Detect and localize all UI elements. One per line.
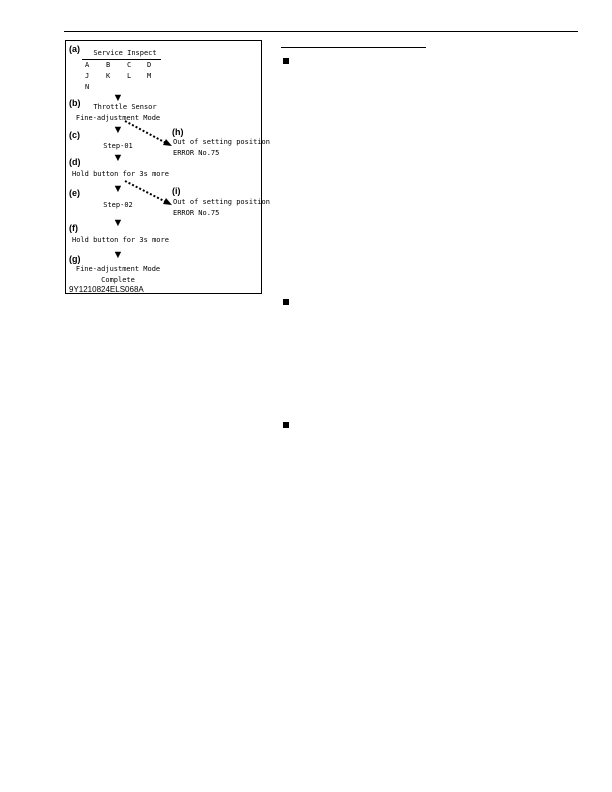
error-h-line2: ERROR No.75 xyxy=(173,149,220,157)
down-arrow-icon: ▼ xyxy=(112,183,124,195)
label-f: (f) xyxy=(69,223,78,233)
complete-line1: Fine-adjustment Mode xyxy=(75,265,161,273)
section-rule xyxy=(281,47,426,48)
label-b: (b) xyxy=(69,98,81,108)
label-h: (h) xyxy=(172,127,184,137)
grid-cell-j: J xyxy=(85,72,90,80)
bullet-icon xyxy=(283,299,289,305)
down-arrow-icon: ▼ xyxy=(112,92,124,104)
grid-cell-n: N xyxy=(85,83,90,91)
bullet-icon xyxy=(283,422,289,428)
error-i-line1: Out of setting position xyxy=(173,198,270,206)
dotted-arrows xyxy=(66,41,263,295)
label-g: (g) xyxy=(69,254,81,264)
figure-code: 9Y1210824ELS068A xyxy=(69,285,144,294)
fine-adjustment-mode-text: Fine-adjustment Mode xyxy=(75,114,161,122)
complete-line2: Complete xyxy=(101,276,135,284)
bullet-icon xyxy=(283,58,289,64)
grid-cell-c: C xyxy=(127,61,132,69)
grid-cell-a: A xyxy=(85,61,90,69)
step-01-text: Step-01 xyxy=(103,142,133,150)
label-a: (a) xyxy=(69,44,80,54)
label-e: (e) xyxy=(69,188,80,198)
service-inspect-title: Service Inspect xyxy=(93,49,157,57)
grid-cell-d: D xyxy=(147,61,152,69)
header-rule xyxy=(64,31,578,32)
down-arrow-icon: ▼ xyxy=(112,217,124,229)
step-02-text: Step-02 xyxy=(103,201,133,209)
grid-cell-m: M xyxy=(147,72,152,80)
hold-button-text-2: Hold button for 3s more xyxy=(72,236,169,244)
throttle-sensor-text: Throttle Sensor xyxy=(93,103,157,111)
label-i: (i) xyxy=(172,186,181,196)
dotted-arrow-to-i xyxy=(125,181,172,205)
down-arrow-icon: ▼ xyxy=(112,152,124,164)
dotted-arrow-to-h xyxy=(125,121,172,146)
error-i-line2: ERROR No.75 xyxy=(173,209,220,217)
error-h-line1: Out of setting position xyxy=(173,138,270,146)
grid-cell-l: L xyxy=(127,72,132,80)
label-d: (d) xyxy=(69,157,81,167)
down-arrow-icon: ▼ xyxy=(112,249,124,261)
label-c: (c) xyxy=(69,130,80,140)
grid-cell-b: B xyxy=(106,61,111,69)
grid-cell-k: K xyxy=(106,72,111,80)
hold-button-text-1: Hold button for 3s more xyxy=(72,170,169,178)
figure-panel xyxy=(65,40,270,294)
down-arrow-icon: ▼ xyxy=(112,124,124,136)
